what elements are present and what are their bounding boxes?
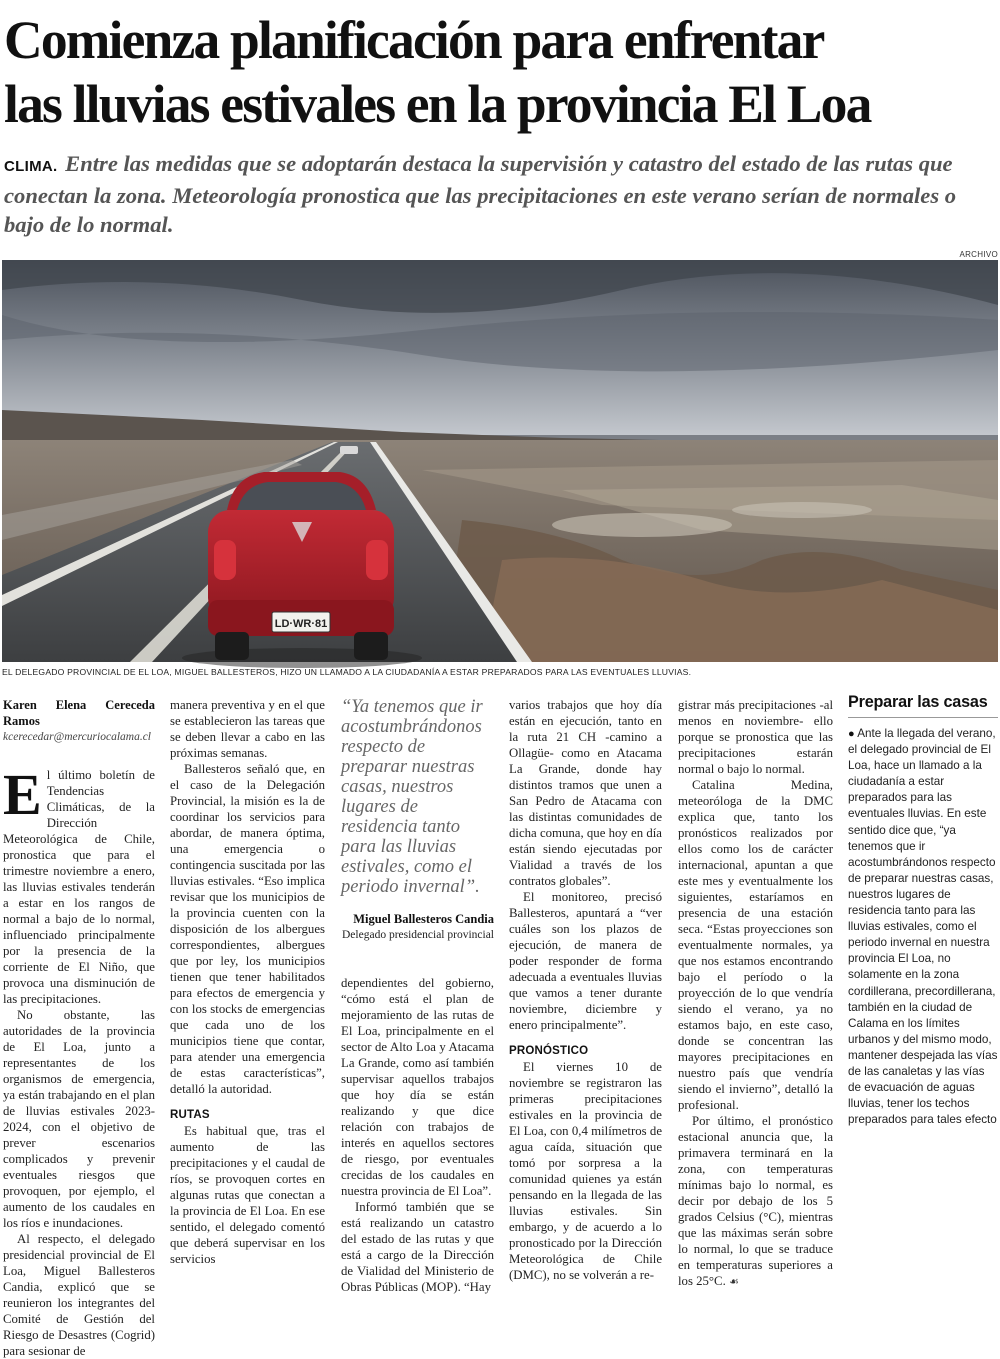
paragraph-3: Al respecto, el delegado presidencial provincial de El Loa, Miguel Ballesteros Candia, explicó que se reunieron los integrantes del Comité de Gestión del Riesgo de Desastres (Cogrid) para sesionar de	[3, 1232, 155, 1358]
license-plate: LD·WR·81	[274, 618, 328, 630]
paragraph-6: Es habitual que, tras el aumento de las precipitaciones y el caudal de ríos, se provoquen cortes en algunas rutas que conectan a la provincia de El Loa. En ese sentido, el delegado comentó que deberá supervisar en los servicios	[170, 1124, 325, 1266]
subhead-pronostico: PRONÓSTICO	[509, 1045, 589, 1057]
headline-line-1: Comienza planificación para enfrentar	[4, 10, 824, 70]
article-column-1	[3, 697, 155, 1359]
road-scene-illustration	[2, 260, 998, 662]
paragraph-10: El monitoreo, precisó Ballesteros, apuntará a “ver cuáles son los plazos de ejecución, de manera de poder responder de forma adecuada a eventuales lluvias que vamos a tener durante noviembre, diciembre y enero principalmente”.	[509, 890, 662, 1032]
article-column-5	[678, 697, 833, 1290]
paragraph-13: Catalina Medina, meteoróloga de la DMC explica que, tanto los pronósticos realizados por ellos como los de carácter internacional, apuntan a que este mes y eventualmente los siguientes, estaríamos en presencia de una estación seca. “Estas proyecciones son eventualmente normales, ya que nos estamos encontrando bajo el período o la proyección de lo que vendría siendo el verano, ya no estamos bajo, en este caso, donde se concentran las mayores precipitaciones en nuestro país que vendría siendo el invierno”, detalló la profesional.	[678, 778, 833, 1112]
paragraph-11: El viernes 10 de noviembre se registraron las primeras precipitaciones estivales en la provincia de El Loa, con 0,4 milímetros de agua caída, situación que tomó por sorpresa a la comunidad quienes ya están pensando en la llegada de las lluvias estivales. Sin embargo, y de acuerdo a lo pronosticado por la Dirección Meteorológica de Chile (DMC), no se volverán a re-	[509, 1060, 662, 1282]
quote-attribution-role: Delegado presidencial provincial	[342, 929, 494, 941]
sidebar-box	[848, 693, 998, 1128]
photo-caption: EL DELEGADO PROVINCIAL DE EL LOA, MIGUEL BALLESTEROS, HIZO UN LLAMADO A LA CIUDADANÍA A ESTAR PREPARADOS PARA LAS EVENTUALES LLUVIAS.	[2, 667, 692, 677]
paragraph-1: El último boletín de Tendencias Climáticas, de la Dirección Meteorológica de Chile, pronostica que para el trimestre noviembre a enero, las lluvias estivales tenderán a estar en los rangos de normal a bajo de lo normal, influenciado principalmente por la presencia de la corriente de El Niño, que provoca una disminución de las precipitaciones.	[3, 762, 155, 1006]
article-column-3	[341, 697, 494, 1295]
article-column-4	[509, 697, 662, 1283]
end-of-article-icon: ☙	[729, 1275, 739, 1288]
paragraph-12: gistrar más precipitaciones -al menos en noviembre- ello porque se pronostica que las precipitaciones estarán normal o bajo lo normal.	[678, 698, 833, 776]
subhead-rutas: RUTAS	[170, 1109, 210, 1121]
paragraph-9: varios trabajos que hoy día están en ejecución, tanto en la ruta 21 CH -camino a Ollagüe- como en Atacama La Grande, donde hay distintos tramos que unen a San Pedro de Atacama con las distintas comunidades de dicha comuna, que hoy en día están siendo ejecutadas por Vialidad a través de los contratos globales”.	[509, 698, 662, 888]
author-email: kcerecedar@mercuriocalama.cl	[3, 731, 151, 743]
sidebar-text: ● Ante la llegada del verano, el delegado provincial de El Loa, hace un llamado a la ciudadanía a estar preparados para las eventuales lluvias. En este sentido dice que, “ya tenemos que ir acostumbrándonos respecto de preparar nuestras casas, nuestros lugares de residencia tanto para las lluvias estivales, como el periodo invernal en nuestra provincia El Loa, no solamente en la zona cordillerana, precordillerana, también en la ciudad de Calama en los límites urbanos y del mismo modo, mantener despejada las vías de las canaletas y las vías de evacuación de aguas lluvias, tener los techos preparados para tales efecto	[848, 727, 998, 1127]
headline-line-2: las lluvias estivales en la provincia El Loa	[4, 74, 871, 134]
photo-credit: ARCHIVO	[959, 250, 998, 259]
paragraph-2: No obstante, las autoridades de la provincia de El Loa, junto a representantes de los organismos de emergencia, ya están trabajando en el plan de lluvias estivales 2023-2024, con el objetivo de prever escenarios complicados y prevenir eventuales riesgos que provoquen, por ejemplo, el aumento de los caudales en los ríos e inundaciones.	[3, 1008, 155, 1230]
quote-attribution-name: Miguel Ballesteros Candia	[353, 912, 494, 926]
lead-paragraph	[4, 149, 994, 239]
bullet-icon: ●	[848, 728, 855, 740]
paragraph-4: manera preventiva y en el que se establecieron las tareas que se deben llevar a cabo en las próximas semanas.	[170, 698, 325, 760]
paragraph-5: Ballesteros señaló que, en el caso de la Delegación Provincial, la misión es la de coordinar los servicios para abordar, de manera óptima, una emergencia o contingencia suscitada por las lluvias estivales. “Eso implica revisar que los municipios de la provincia cuenten con la disposición de los albergues correspondientes, albergues que por ley, los municipios tienen que tener habilitados para efectos de emergencia y con los stocks de emergencias que cada uno de los municipios tiene que contar, para atender una emergencia de estas características”, detalló la autoridad.	[170, 762, 325, 1096]
paragraph-8: Informó también que se está realizando un catastro del estado de las rutas y que está a cargo de la Dirección de Vialidad del Ministerio de Obras Públicas (MOP). “Hay	[341, 1200, 494, 1294]
sidebar-title: Preparar las casas	[848, 693, 998, 718]
drop-cap: E	[3, 762, 42, 827]
paragraph-7: dependientes del gobierno, “cómo está el plan de mejoramiento de las rutas de El Loa, principalmente en el sector de Alto Loa y Atacama La Grande, como así también supervisar aquellos trabajos que hoy día se están realizando y que dice relación con trabajos de interés en aquellos sectores de riesgo, por eventuales crecidas de los caudales en nuestra provincia de El Loa”.	[341, 976, 494, 1198]
article-column-2	[170, 697, 325, 1267]
pull-quote: “Ya tenemos que ir acostumbrándonos respecto de preparar nuestras casas, nuestros lugares de residencia tanto para las lluvias estivales, como el periodo invernal”.	[341, 697, 483, 897]
article-photo	[2, 260, 998, 662]
paragraph-14: Por último, el pronóstico estacional anuncia que, la primavera terminará en la zona, con temperaturas mínimas bajo lo normal, es decir por debajo de los 5 grados Celsius (°C), mientras que las máximas serán sobre lo normal, lo que se traduce en temperaturas superiores a los 25°C. ☙	[678, 1114, 833, 1288]
lead-text: Entre las medidas que se adoptarán destaca la supervisión y catastro del estado de las rutas que conectan la zona. Meteorología pronostica que las precipitaciones en este verano serían de normales o bajo de lo normal.	[4, 151, 957, 237]
author-name: Karen Elena Cereceda Ramos	[3, 698, 155, 728]
section-kicker: CLIMA.	[4, 158, 58, 175]
headline	[4, 8, 999, 136]
